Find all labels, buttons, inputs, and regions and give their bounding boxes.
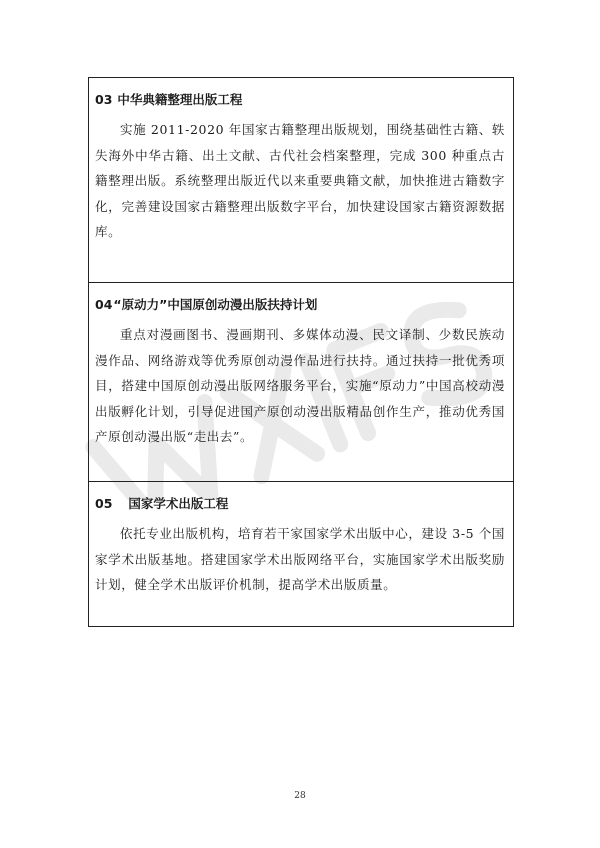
- section-body: 实施 2011-2020 年国家古籍整理出版规划，围绕基础性古籍、轶失海外中华古籍、出土文献、古代社会档案整理，完成 300 种重点古籍整理出版。系统整理出版近代以来重要典籍文献，加快推进古籍数字化，完善建设国家古籍整理出版数字平台，加快建设国家古籍资源数据库。: [95, 122, 505, 240]
- section-number: 04: [95, 297, 113, 312]
- section-04: [89, 283, 513, 482]
- content-table: [88, 77, 514, 627]
- section-title: 中华典籍整理出版工程: [117, 92, 243, 107]
- section-03: [89, 78, 513, 283]
- section-title: “原动力”中国原创动漫出版扶持计划: [113, 297, 318, 312]
- section-05: [89, 482, 513, 626]
- page-number: 28: [294, 791, 306, 801]
- section-heading: [95, 78, 505, 108]
- section-heading: [95, 482, 505, 512]
- section-body: 依托专业出版机构，培育若干家国家学术出版中心，建设 3-5 个国家学术出版基地。搭建国家学术出版网络平台，实施国家学术出版奖励计划，健全学术出版评价机制，提高学术出版质量。: [95, 526, 505, 593]
- section-heading: [95, 283, 505, 313]
- section-body: 重点对漫画图书、漫画期刊、多媒体动漫、民文译制、少数民族动漫作品、网络游戏等优秀原创动漫作品进行扶持。通过扶持一批优秀项目，搭建中国原创动漫出版网络服务平台，实施“原动力”中国高校动漫出版孵化计划，引导促进国产原创动漫出版精品创作生产，推动优秀国产原创动漫出版“走出去”。: [95, 327, 505, 445]
- section-number: 05: [95, 496, 113, 511]
- section-title: 国家学术出版工程: [128, 496, 229, 511]
- section-number: 03: [95, 92, 113, 107]
